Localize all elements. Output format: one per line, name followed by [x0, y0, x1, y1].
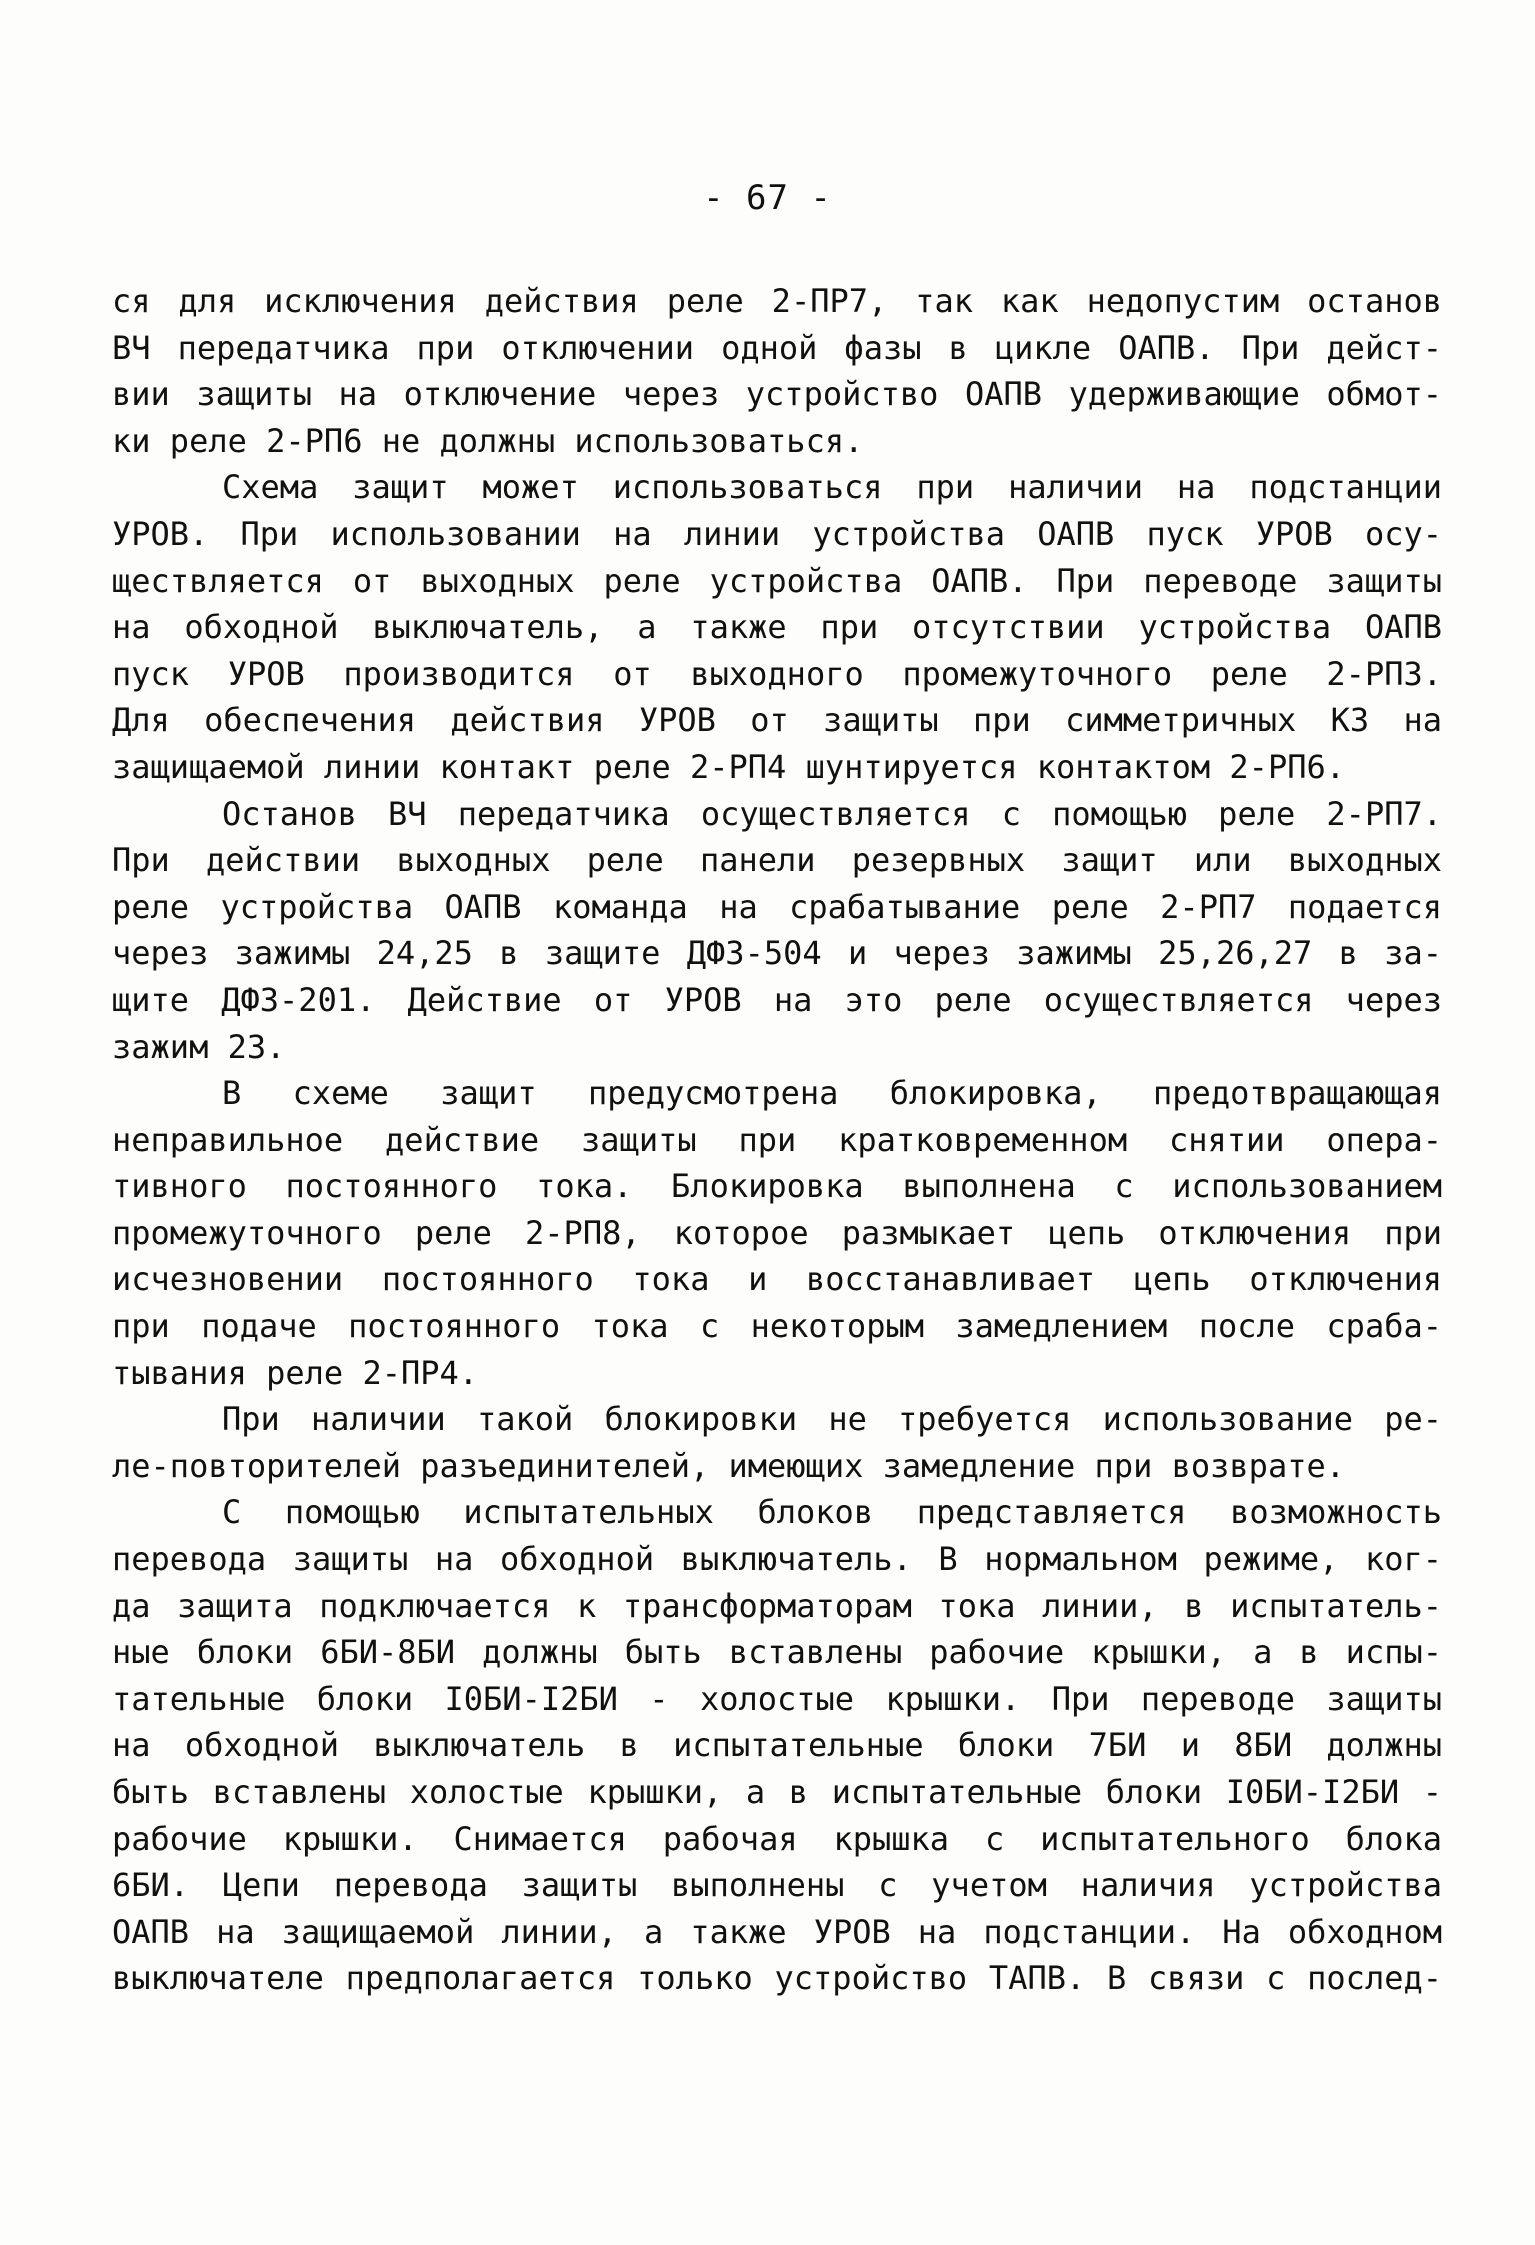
text-line: ся для исключения действия реле 2-ПР7, так как недопустим останов — [112, 282, 1442, 320]
text-line: Останов ВЧ передатчика осуществляется с помощью реле 2-РП7. — [222, 794, 1442, 833]
text-line: тывания реле 2-ПР4. — [112, 1353, 479, 1392]
text-line: ВЧ передатчика при отключении одной фазы в цикле ОАПВ. При дейст- — [112, 328, 1442, 367]
text-line: С помощью испытательных блоков представляется возможность — [222, 1493, 1442, 1532]
text-line: перевода защиты на обходной выключатель. В нормальном режиме, ког- — [112, 1540, 1442, 1579]
text-line: В схеме защит предусмотрена блокировка, предотвращающая — [222, 1074, 1442, 1113]
text-line: защищаемой линии контакт реле 2-РП4 шунтируется контактом 2-РП6. — [112, 747, 1345, 786]
text-line: вии защиты на отключение через устройство ОАПВ удерживающие обмот- — [112, 375, 1442, 414]
text-line: Для обеспечения действия УРОВ от защиты при симметричных КЗ на — [112, 701, 1442, 740]
text-line: при подаче постоянного тока с некоторым замедлением после сраба- — [112, 1307, 1442, 1346]
text-line: выключателе предполагается только устройство ТАПВ. В связи с послед- — [112, 1959, 1442, 1998]
text-line: реле устройства ОАПВ команда на срабатывание реле 2-РП7 подается — [112, 887, 1442, 926]
text-line: При наличии такой блокировки не требуется использование ре- — [222, 1400, 1442, 1439]
text-line: ществляется от выходных реле устройства ОАПВ. При переводе защиты — [112, 561, 1442, 600]
text-line: промежуточного реле 2-РП8, которое размыкает цепь отключения при — [112, 1213, 1442, 1252]
page-number: - 67 - — [703, 178, 832, 218]
text-line: щите ДФЗ-201. Действие от УРОВ на это реле осуществляется через — [112, 980, 1442, 1019]
text-line: 6БИ. Цепи перевода защиты выполнены с учетом наличия устройства — [112, 1866, 1442, 1905]
text-line: ки реле 2-РП6 не должны использоваться. — [112, 421, 864, 460]
text-line: на обходной выключатель, а также при отсутствии устройства ОАПВ — [112, 608, 1442, 647]
text-line: быть вставлены холостые крышки, а в испытательные блоки I0БИ-I2БИ - — [112, 1773, 1442, 1811]
text-line: При действии выходных реле панели резервных защит или выходных — [112, 841, 1442, 880]
text-line: Схема защит может использоваться при наличии на подстанции — [222, 468, 1442, 507]
text-line: ОАПВ на защищаемой линии, а также УРОВ на подстанции. На обходном — [112, 1912, 1442, 1951]
text-line: неправильное действие защиты при кратковременном снятии опера- — [112, 1120, 1442, 1159]
text-line: рабочие крышки. Снимается рабочая крышка с испытательного блока — [112, 1819, 1442, 1858]
text-line: зажим 23. — [112, 1027, 286, 1066]
text-line: исчезновении постоянного тока и восстанавливает цепь отключения — [112, 1260, 1442, 1299]
text-line: УРОВ. При использовании на линии устройства ОАПВ пуск УРОВ осу- — [112, 514, 1442, 553]
text-line: ные блоки 6БИ-8БИ должны быть вставлены рабочие крышки, а в испы- — [112, 1633, 1442, 1672]
text-line: на обходной выключатель в испытательные блоки 7БИ и 8БИ должны — [112, 1726, 1442, 1765]
body-text — [112, 278, 1442, 2002]
text-line: да защита подключается к трансформаторам тока линии, в испытатель- — [112, 1586, 1442, 1625]
text-line: через зажимы 24,25 в защите ДФЗ-504 и через зажимы 25,26,27 в за- — [112, 934, 1442, 973]
text-line: тательные блоки I0БИ-I2БИ - холостые крышки. При переводе защиты — [112, 1679, 1442, 1718]
text-line: тивного постоянного тока. Блокировка выполнена с использованием — [112, 1167, 1442, 1206]
text-line: ле-повторителей разъединителей, имеющих замедление при возврате. — [112, 1446, 1345, 1485]
text-line: пуск УРОВ производится от выходного промежуточного реле 2-РП3. — [112, 654, 1442, 693]
